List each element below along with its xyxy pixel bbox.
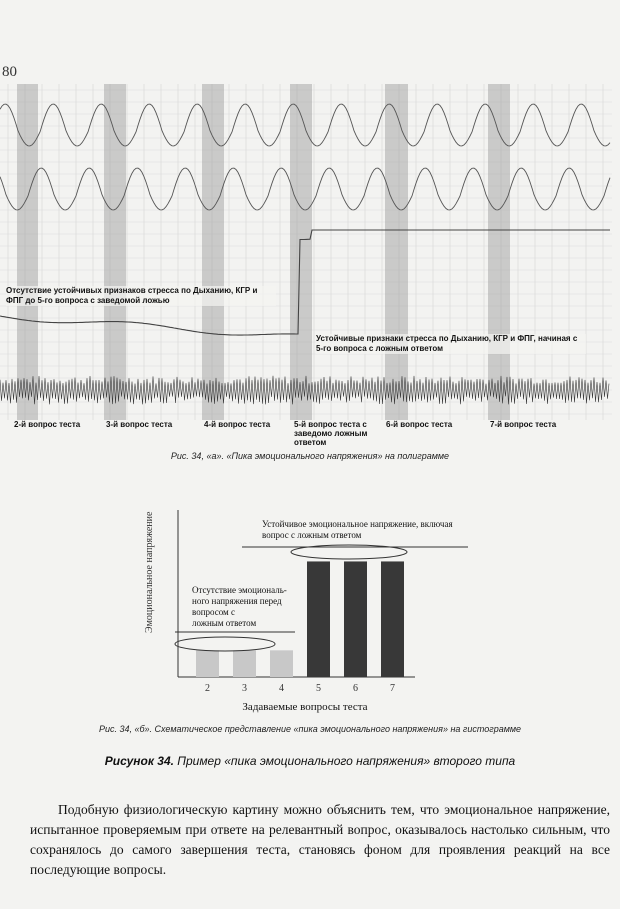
- tick-label: 4: [279, 683, 284, 694]
- tick-label: 7: [390, 683, 395, 694]
- question-band: [17, 84, 38, 420]
- question-band: [290, 84, 312, 420]
- question-band: [104, 84, 126, 420]
- svg-text:Устойчивое эмоциональное напря: Устойчивое эмоциональное напряжение, включая вопрос с ложным ответом: [262, 519, 453, 540]
- question-label: 6-й вопрос теста: [386, 420, 453, 429]
- page-number: 80: [2, 64, 17, 80]
- bar-q7: [381, 561, 404, 677]
- annotation-stable-stress: Устойчивые признаки стресса по Дыханию, КГР и ФПГ, начиная с 5-го вопроса с ложным ответом: [316, 334, 586, 354]
- question-label: 5-й вопрос теста с заведомо ложным ответом: [294, 420, 368, 447]
- question-label: 2-й вопрос теста: [14, 420, 81, 429]
- tick-label: 3: [242, 683, 247, 694]
- annotation-no-stress: Отсутствие устойчивых признаков стресса по Дыханию, КГР и ФПГ до 5-го вопроса с заведомой ложью: [6, 286, 276, 306]
- bar-q2: [196, 650, 219, 677]
- annotation-stable: Устойчивое эмоциональное напряжение, включая: [262, 519, 453, 529]
- question-band: [488, 84, 510, 420]
- low-bars-ellipse: [175, 637, 275, 651]
- question-band: [202, 84, 224, 420]
- figure-title: Рисунок 34. Пример «пика эмоционального напряжения» второго типа: [104, 754, 516, 768]
- polygram-chart: [0, 84, 612, 420]
- bar-q4: [270, 650, 293, 677]
- tick-label: 2: [205, 683, 210, 694]
- x-axis-label: Задаваемые вопросы теста: [242, 701, 368, 713]
- question-label: 7-й вопрос теста: [490, 420, 557, 429]
- question-band: [385, 84, 408, 420]
- bar-q6: [344, 561, 367, 677]
- svg-text:Отсутствие эмоциональ- ног: Отсутствие эмоциональ- ного напряжения перед вопросом с ложным ответом: [192, 585, 287, 628]
- tick-label: 5: [316, 683, 321, 694]
- caption-b: Рис. 34, «б». Схематическое представление «пика эмоционального напряжения» на гистограмме: [98, 724, 522, 734]
- question-label: 3-й вопрос теста: [106, 420, 173, 429]
- bar-q3: [233, 650, 256, 677]
- question-bands: [17, 84, 510, 420]
- question-label: 4-й вопрос теста: [204, 420, 271, 429]
- bar-q5: [307, 561, 330, 677]
- emotion-bar-chart: [130, 505, 510, 720]
- caption-a: Рис. 34, «а». «Пика эмоционального напряжения» на полиграмме: [170, 451, 450, 461]
- tick-label: 6: [353, 683, 358, 694]
- body-paragraph: Подобную физиологическую картину можно объяснить тем, что эмоциональное напряжение, испытанное проверяемым при ответе на релевантный вопрос, оказывалось настолько сильным, что сохранялось до самого завершения теста, становясь фоном для проявления реакций на все последующие вопросы.: [30, 802, 610, 877]
- annotation-absence: Отсутствие эмоциональ-: [192, 585, 287, 595]
- y-axis-label: Эмоциональное напряжение: [144, 511, 155, 633]
